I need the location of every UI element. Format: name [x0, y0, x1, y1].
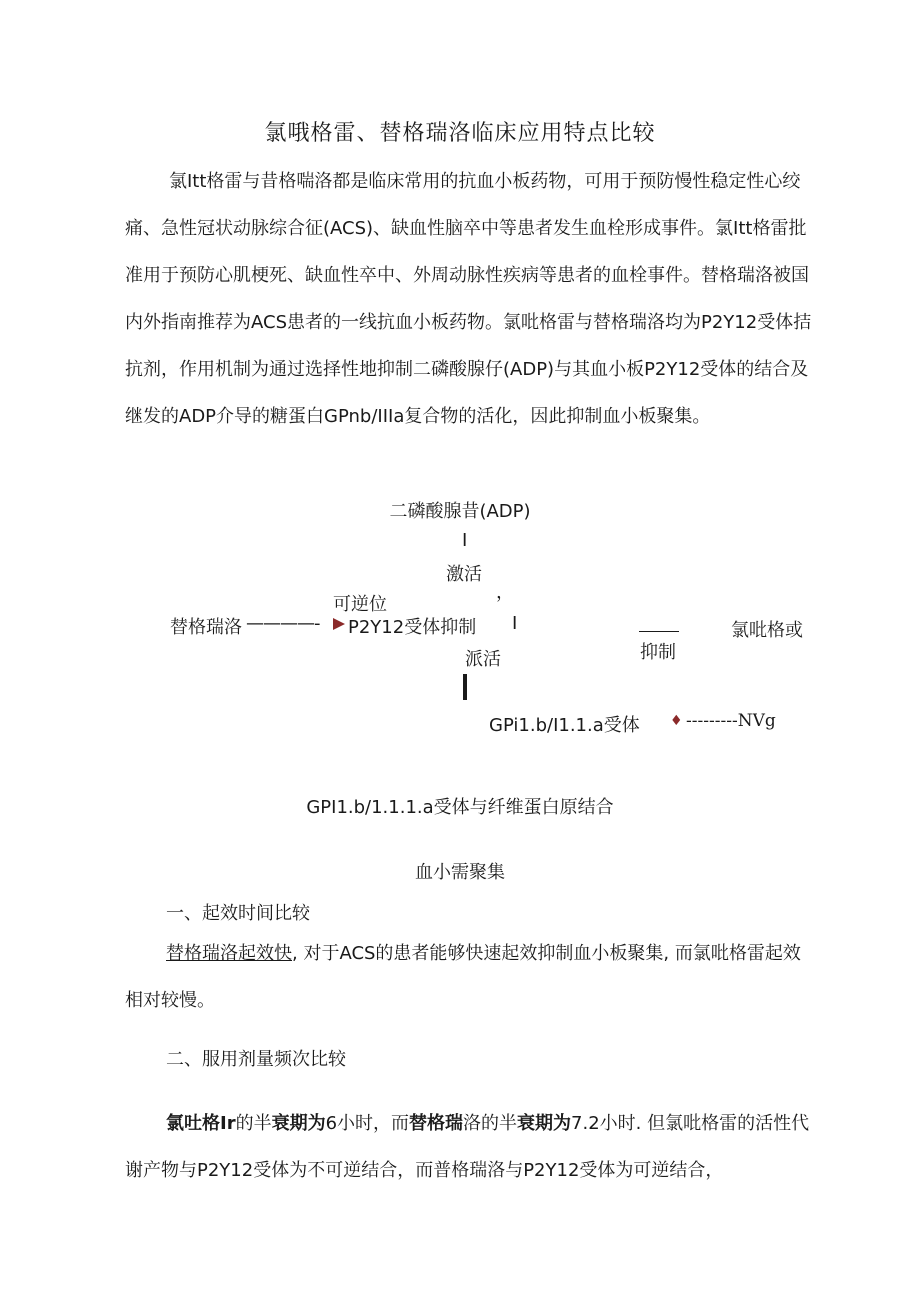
text-span: 7.2小时. 但氯吡格雷的活性代谢产物与P2Y12受体为不可逆结合，而普格瑞洛与P2Y12受体为可逆结合，: [125, 1113, 810, 1181]
intro-paragraph: 氯Itt格雷与昔格喘洛都是临床常用的抗血小板药物，可用于预防慢性稳定性心绞痛、急性冠状动脉综合征(ACS)、缺血性脑卒中等患者发生血栓形成事件。氯Itt格雷批准用于预防心肌梗死、缺血性卒中、外周动脉性疾病等患者的血栓事件。替格瑞洛被国内外指南推荐为ACS患者的一线抗血小板药物。氯吡格雷与替格瑞洛均为P2Y12受体拮抗剂，作用机制为通过选择性地抑制二磷酸腺仔(ADP)与其血小板P2Y12受体的结合及继发的ADP介导的糖蛋白GPnb/IIIa复合物的活化，因此抑制血小板聚集。: [125, 171, 812, 427]
section1-paragraph: [125, 930, 815, 1024]
inhibit-line: [639, 631, 679, 632]
text-span: 洛的半: [463, 1113, 518, 1134]
tick-mark-2: I: [512, 613, 518, 634]
arrow-head-icon: [333, 618, 345, 630]
section2-paragraph: [125, 1100, 815, 1194]
section1-text: , 对于ACS的患者能够快速起效抑制血小板聚集, 而氯吡格雷起效相对较慢。: [125, 943, 801, 1011]
adp-label: 二磷酸腺昔(ADP): [389, 501, 531, 522]
inhibit-label: 抑制: [640, 642, 676, 663]
bold-span: 衰期为: [271, 1113, 326, 1134]
section1-heading: 一、起效时间比较: [166, 903, 310, 924]
text-span: 6小时，而: [325, 1113, 410, 1134]
p2y12-label: P2Y12受体抑制: [348, 617, 477, 638]
tick-mark: I: [462, 530, 468, 551]
fibrinogen-label: GPI1.b/1.1.1.a受体与纤维蛋白原结合: [306, 797, 614, 818]
arrow-dashes: ————-: [246, 613, 320, 634]
section1-underlined: 替格瑞洛起效快: [166, 943, 292, 964]
comma-mark: ，: [496, 582, 514, 603]
document-title: 氯哦格雷、替格瑞洛临床应用特点比较: [264, 121, 656, 146]
bold-span: 替格瑞: [409, 1113, 464, 1134]
nvg-label: ---------NVg: [686, 711, 776, 731]
diamond-icon: ♦: [670, 713, 683, 729]
reversible-label: 可逆位: [333, 594, 387, 615]
section2-heading: 二、服用剂量频次比较: [166, 1049, 346, 1070]
gp-receptor-label: GPi1.b/I1.1.a受体: [489, 715, 640, 736]
vertical-bar: [463, 674, 467, 700]
text-span: 的半: [235, 1113, 272, 1134]
deactivate-label: 派活: [465, 649, 501, 670]
aggregation-label: 血小需聚集: [415, 862, 505, 883]
ticagrelor-label: 替格瑞洛: [170, 617, 242, 638]
activate-label: 激活: [446, 564, 482, 585]
clopidogrel-label: 氯吡格或: [731, 620, 803, 641]
bold-span: 氯吐格Ir: [166, 1113, 236, 1134]
bold-span: 衰期为: [517, 1113, 572, 1134]
